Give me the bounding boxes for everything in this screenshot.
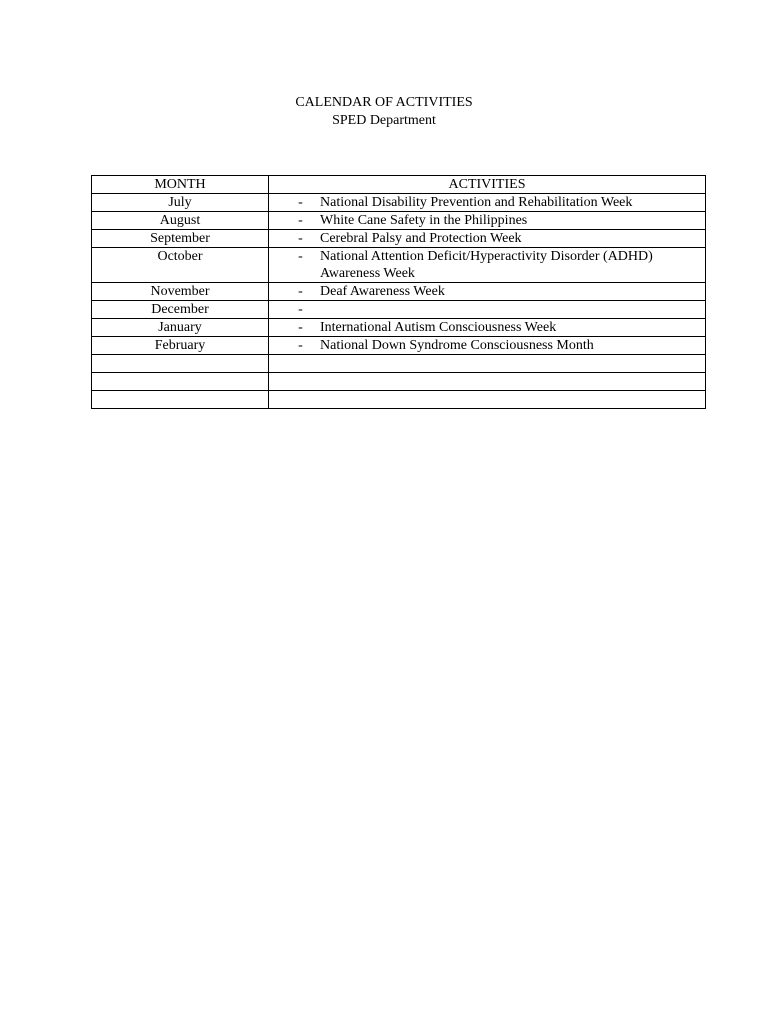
activity-cell (269, 337, 706, 355)
document-subtitle: SPED Department (332, 113, 436, 128)
activity-text: National Attention Deficit/Hyperactivity Disorder (ADHD) Awareness Week (320, 249, 653, 281)
month-cell: August (92, 212, 269, 230)
column-header-activities: ACTIVITIES (269, 176, 706, 194)
activity-text: International Autism Consciousness Week (320, 320, 557, 335)
bullet-dash: - (298, 213, 303, 228)
empty-cell (269, 355, 706, 373)
activity-cell (269, 212, 706, 230)
month-cell: July (92, 194, 269, 212)
activity-cell (269, 301, 706, 319)
table-header-row (92, 176, 706, 194)
month-cell: October (92, 248, 269, 283)
empty-cell (92, 391, 269, 409)
bullet-dash: - (298, 320, 303, 335)
table-row (92, 301, 706, 319)
empty-cell (92, 355, 269, 373)
activity-cell (269, 194, 706, 212)
bullet-dash: - (298, 302, 303, 317)
month-cell: November (92, 283, 269, 301)
month-cell: December (92, 301, 269, 319)
bullet-dash: - (298, 284, 303, 299)
activity-cell (269, 248, 706, 283)
activity-cell (269, 230, 706, 248)
table-row (92, 248, 706, 283)
table-row (92, 212, 706, 230)
bullet-dash: - (298, 338, 303, 353)
empty-cell (269, 373, 706, 391)
table-row (92, 319, 706, 337)
empty-table-row (92, 373, 706, 391)
activity-text: National Disability Prevention and Rehabilitation Week (320, 195, 633, 210)
table-row (92, 194, 706, 212)
table-row (92, 230, 706, 248)
activity-text: Deaf Awareness Week (320, 284, 445, 299)
empty-cell (92, 373, 269, 391)
table-row (92, 283, 706, 301)
activity-text: Cerebral Palsy and Protection Week (320, 231, 522, 246)
table-row (92, 337, 706, 355)
activity-cell (269, 319, 706, 337)
month-cell: September (92, 230, 269, 248)
empty-table-row (92, 391, 706, 409)
empty-table-row (92, 355, 706, 373)
activity-text: White Cane Safety in the Philippines (320, 213, 528, 228)
month-cell: January (92, 319, 269, 337)
bullet-dash: - (298, 249, 303, 264)
bullet-dash: - (298, 195, 303, 210)
document-title: CALENDAR OF ACTIVITIES (295, 95, 473, 110)
activity-text: National Down Syndrome Consciousness Month (320, 338, 594, 353)
bullet-dash: - (298, 231, 303, 246)
empty-cell (269, 391, 706, 409)
activities-table (91, 175, 706, 409)
activity-cell (269, 283, 706, 301)
month-cell: February (92, 337, 269, 355)
activity-text (320, 301, 705, 318)
column-header-month: MONTH (92, 176, 269, 194)
